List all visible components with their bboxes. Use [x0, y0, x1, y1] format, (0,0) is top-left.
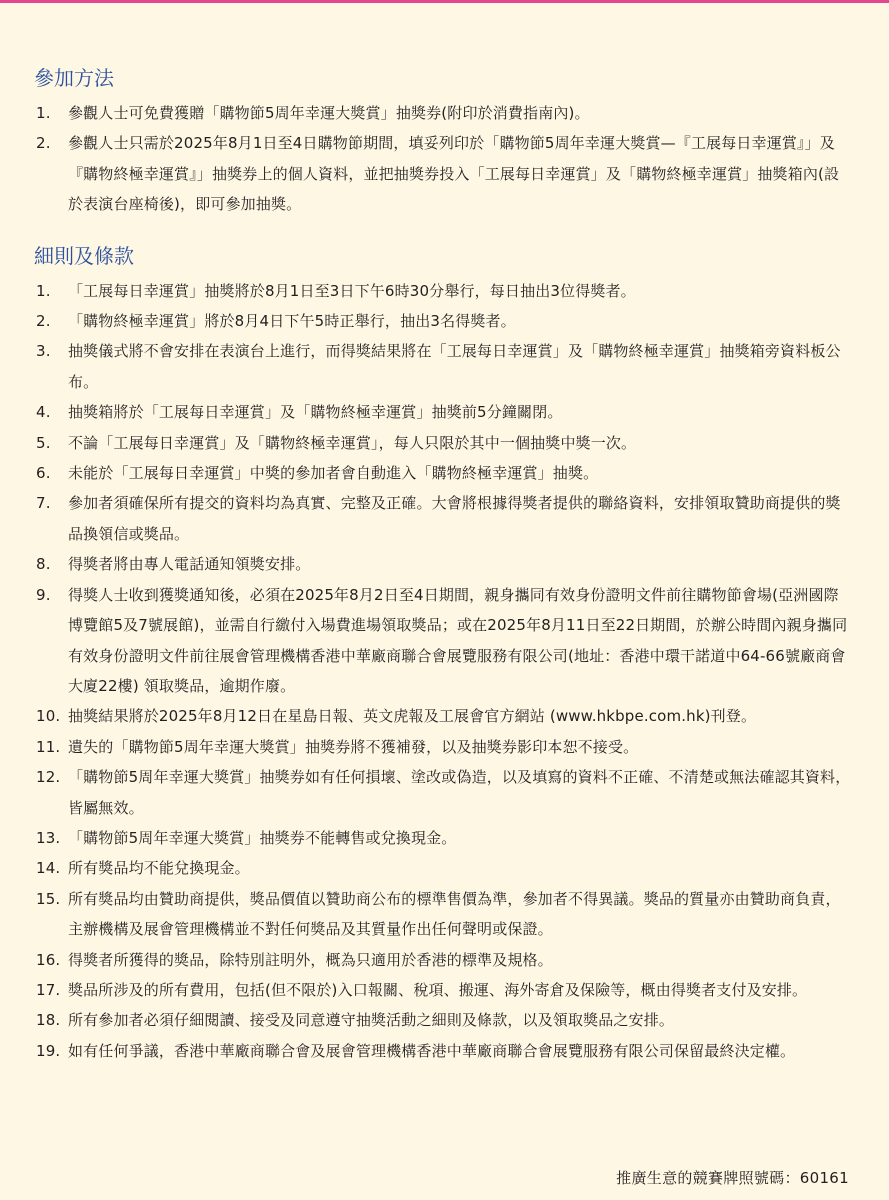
list-item — [36, 488, 853, 549]
list-item-number: 2. — [36, 312, 51, 331]
list-item-number: 8. — [36, 555, 51, 574]
list-item-number: 3. — [36, 342, 51, 361]
list-item — [36, 276, 853, 306]
list-item-number: 2. — [36, 134, 51, 153]
list-item-text: 參加者須確保所有提交的資料均為真實、完整及正確。大會將根據得獎者提供的聯絡資料，安排領取贊助商提供的獎品換領信或獎品。 — [68, 494, 841, 543]
list-item-text: 參觀人士只需於2025年8月1日至4日購物節期間，填妥列印於「購物節5周年幸運大獎賞—『工展每日幸運賞』」及『購物終極幸運賞』」抽獎券上的個人資料，並把抽獎券投入「工展每日幸運賞」及「購物終極幸運賞」抽獎箱內(設於表演台座椅後)，即可參加抽獎。 — [68, 134, 840, 214]
list-item-number: 10. — [36, 707, 61, 726]
list-item-text: 獎品所涉及的所有費用，包括(但不限於)入口報關、稅項、搬運、海外寄倉及保險等，概由得獎者支付及安排。 — [68, 980, 808, 999]
list-item — [36, 580, 853, 702]
list-item — [36, 397, 853, 427]
section-heading-terms: 細則及條款 — [34, 243, 134, 268]
list-item — [36, 884, 853, 945]
list-item-number: 1. — [36, 104, 51, 122]
list-item-number: 16. — [36, 950, 61, 969]
list-item — [36, 762, 853, 823]
list-item — [36, 306, 853, 336]
list-item — [36, 336, 853, 397]
list-item-text: 遺失的「購物節5周年幸運大獎賞」抽獎券將不獲補發，以及抽獎券影印本恕不接受。 — [68, 737, 639, 756]
terms-list — [36, 276, 853, 1067]
list-item — [36, 975, 853, 1005]
list-item-number: 5. — [36, 433, 51, 452]
list-item-text: 「購物終極幸運賞」將於8月4日下午5時正舉行，抽出3名得獎者。 — [68, 312, 516, 331]
list-item — [36, 1005, 853, 1035]
list-item-text: 抽獎結果將於2025年8月12日在星島日報、英文虎報及工展會官方網站 (www.hkbpe.com.hk)刊登。 — [68, 707, 757, 726]
participation-list — [36, 98, 853, 220]
section-heading-participation: 參加方法 — [34, 66, 114, 90]
list-item-text: 所有獎品均由贊助商提供，獎品價值以贊助商公布的標準售價為準，參加者不得異議。獎品的質量亦由贊助商負責，主辦機構及展會管理機構並不對任何獎品及其質量作出任何聲明或保證。 — [68, 889, 841, 939]
list-item-text: 參觀人士可免費獲贈「購物節5周年幸運大獎賞」抽獎券(附印於消費指南內)。 — [68, 104, 590, 122]
list-item — [36, 853, 853, 883]
list-item-number: 11. — [36, 737, 61, 756]
list-item — [36, 732, 853, 762]
list-item — [36, 128, 853, 219]
list-item-number: 19. — [36, 1041, 61, 1060]
list-item-text: 不論「工展每日幸運賞」及「購物終極幸運賞」，每人只限於其中一個抽獎中獎一次。 — [68, 433, 637, 452]
list-item — [36, 428, 853, 458]
list-item-text: 得獎者所獲得的獎品，除特別註明外，概為只適用於香港的標準及規格。 — [68, 950, 553, 969]
list-item — [36, 458, 853, 488]
list-item-number: 7. — [36, 494, 51, 513]
list-item-number: 9. — [36, 585, 51, 604]
list-item-number: 13. — [36, 828, 61, 847]
list-item-number: 15. — [36, 889, 61, 908]
list-item — [36, 945, 853, 975]
list-item — [36, 98, 853, 128]
list-item-text: 抽獎儀式將不會安排在表演台上進行，而得獎結果將在「工展每日幸運賞」及「購物終極幸運賞」抽獎箱旁資料板公布。 — [68, 342, 841, 391]
license-number: 推廣生意的競賽牌照號碼：60161 — [616, 1169, 849, 1187]
list-item — [36, 549, 853, 579]
list-item — [36, 823, 853, 853]
list-item-number: 18. — [36, 1011, 61, 1030]
list-item-text: 「購物節5周年幸運大獎賞」抽獎券不能轉售或兌換現金。 — [68, 828, 457, 847]
list-item-number: 17. — [36, 980, 61, 999]
list-item-text: 「工展每日幸運賞」抽獎將於8月1日至3日下午6時30分舉行，每日抽出3位得獎者。 — [68, 281, 636, 300]
list-item — [36, 1036, 853, 1066]
list-item — [36, 701, 853, 731]
list-item-text: 未能於「工展每日幸運賞」中獎的參加者會自動進入「購物終極幸運賞」抽獎。 — [68, 464, 599, 483]
list-item-text: 如有任何爭議，香港中華廠商聯合會及展會管理機構香港中華廠商聯合會展覽服務有限公司保留最終決定權。 — [68, 1041, 796, 1060]
list-item-text: 所有參加者必須仔細閱讀、接受及同意遵守抽獎活動之細則及條款，以及領取獎品之安排。 — [68, 1011, 675, 1030]
list-item-text: 所有獎品均不能兌換現金。 — [68, 859, 250, 878]
list-item-text: 得獎者將由專人電話通知領獎安排。 — [68, 555, 311, 574]
list-item-number: 1. — [36, 281, 51, 300]
list-item-number: 4. — [36, 403, 51, 422]
list-item-text: 得獎人士收到獲獎通知後，必須在2025年8月2日至4日期間，親身攜同有效身份證明文件前往購物節會場(亞洲國際博覽館5及7號展館)，並需自行繳付入場費進場領取獎品；或在2025年8月11日至22日期間，於辦公時間內親身攜同有效身份證明文件前往展會管理機構香港中華廠商聯合會展覽服務有限公司(地址：香港中環干諾道中64-66號廠商會大廈22樓) 領取獎品，逾期作廢。 — [68, 585, 848, 695]
list-item-number: 14. — [36, 859, 61, 878]
list-item-text: 抽獎箱將於「工展每日幸運賞」及「購物終極幸運賞」抽獎前5分鐘關閉。 — [68, 403, 563, 422]
list-item-number: 12. — [36, 768, 61, 787]
list-item-text: 「購物節5周年幸運大獎賞」抽獎券如有任何損壞、塗改或偽造，以及填寫的資料不正確、不清楚或無法確認其資料，皆屬無效。 — [68, 768, 851, 817]
list-item-number: 6. — [36, 464, 51, 483]
